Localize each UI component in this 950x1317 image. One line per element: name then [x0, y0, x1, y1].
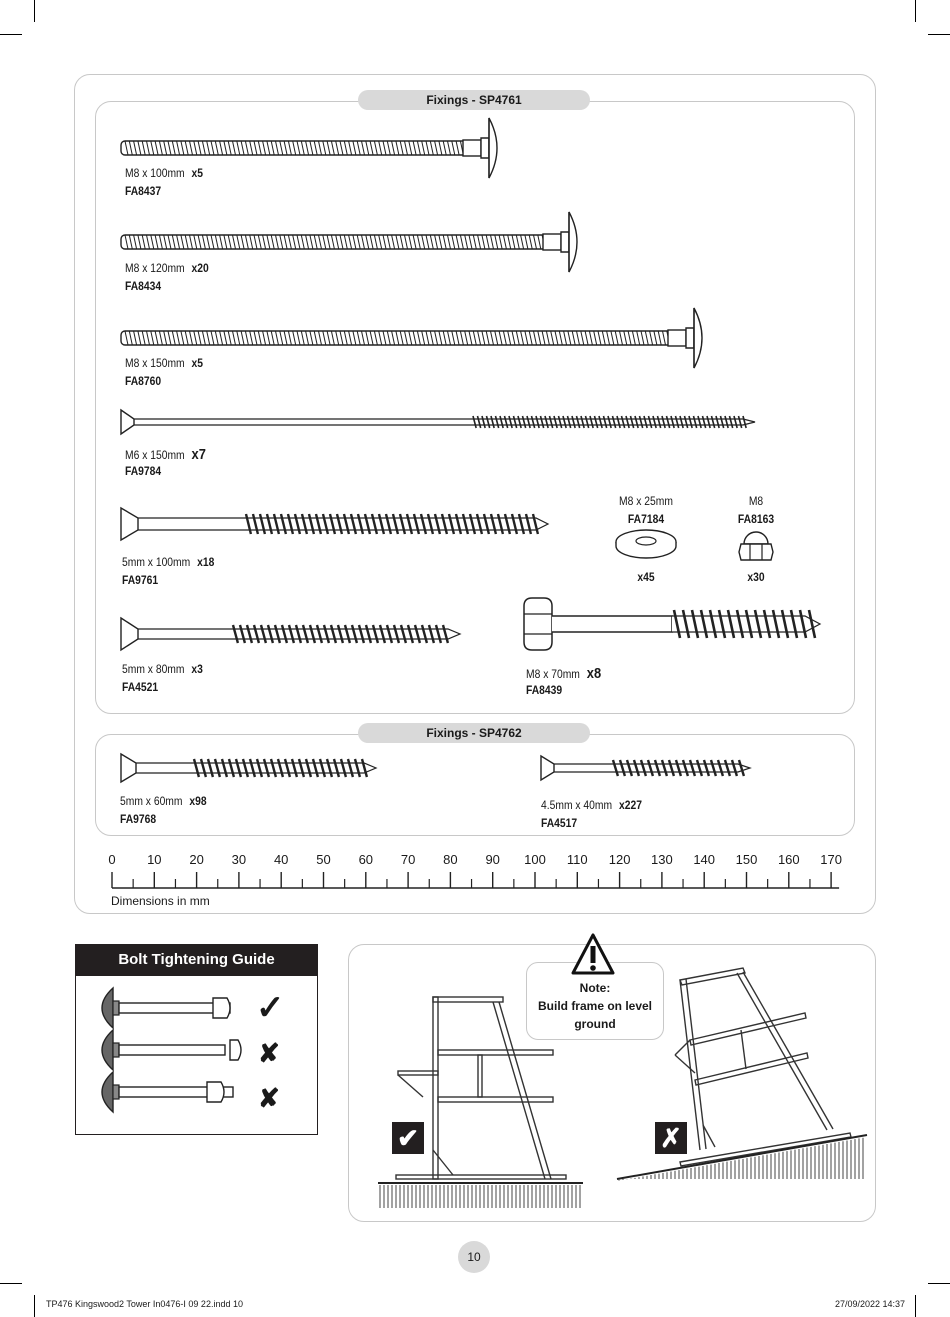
crop-mark [34, 0, 35, 22]
crop-mark [915, 0, 916, 22]
fixing-size-label: 5mm x 60mm x98 [120, 794, 207, 808]
note-title: Note: [579, 981, 611, 995]
fixing-code: FA9784 [125, 464, 162, 478]
correct-check-icon: ✔ [392, 1122, 424, 1154]
sp4761-title: Fixings - SP4761 [358, 90, 590, 110]
footer-timestamp: 27/09/2022 14:37 [835, 1299, 906, 1309]
fixing-code: FA8439 [526, 683, 563, 697]
fixing-code: FA8434 [125, 279, 162, 293]
ruler-tick-label: 150 [735, 852, 758, 867]
washer-qty: x45 [637, 570, 655, 584]
fixing-size-label: 5mm x 100mm x18 [122, 555, 215, 569]
bolt-guide-drawing [95, 988, 245, 1128]
note-line2: ground [574, 1017, 616, 1031]
ruler-tick-label: 70 [400, 852, 416, 867]
ruler-tick-label: 30 [231, 852, 247, 867]
note-line1: Build frame on level [537, 999, 653, 1013]
fixing-size-label: M8 x 100mm x5 [125, 166, 204, 180]
washer-drawing [612, 528, 680, 562]
dome-nut-drawing [738, 528, 774, 568]
screw-5x100-drawing [118, 500, 558, 550]
fixing-code: FA4521 [122, 680, 159, 694]
ruler-tick-label: 120 [608, 852, 631, 867]
wrong-cross-box-icon: ✗ [655, 1122, 687, 1154]
page-number: 10 [458, 1241, 490, 1273]
screw-5x80-drawing [118, 610, 468, 660]
ruler-tick-label: 160 [777, 852, 800, 867]
dome-nut-code: FA8163 [737, 512, 775, 526]
dome-nut-qty: x30 [747, 570, 765, 584]
ruler-caption: Dimensions in mm [111, 894, 210, 908]
screw-5x60-drawing [118, 748, 383, 790]
crop-mark [34, 1295, 35, 1317]
crop-mark [0, 34, 22, 35]
crop-mark [0, 1283, 22, 1284]
fixing-size-label: 5mm x 80mm x3 [122, 662, 203, 676]
washer-code: FA7184 [627, 512, 665, 526]
footer-filename: TP476 Kingswood2 Tower In0476-I 09 22.indd 10 [46, 1299, 243, 1309]
ruler-tick-label: 50 [316, 852, 331, 867]
ruler-tick-label: 130 [651, 852, 673, 867]
fixing-size-label: M8 x 120mm x20 [125, 261, 209, 275]
dome-nut-size: M8 [748, 494, 764, 508]
fixing-code: FA8760 [125, 374, 162, 388]
coach-bolt-m8x150-drawing [115, 302, 755, 372]
wrong-cross-icon: ✘ [258, 1038, 280, 1068]
fixing-code: FA8437 [125, 184, 162, 198]
ruler-tick-label: 10 [147, 852, 162, 867]
fixing-size-label: M8 x 150mm x5 [125, 356, 204, 370]
fixing-code: FA9761 [122, 573, 159, 587]
ruler-tick-label: 40 [273, 852, 289, 867]
wrong-cross-icon: ✘ [258, 1083, 280, 1113]
ruler-tick-label: 100 [524, 852, 546, 867]
crop-mark [915, 1295, 916, 1317]
fixing-size-label: 4.5mm x 40mm x227 [541, 798, 642, 812]
bolt-guide-title: Bolt Tightening Guide [75, 944, 318, 976]
ruler-tick-label: 60 [358, 852, 374, 867]
ruler-tick-label: 20 [189, 852, 204, 867]
fixing-code: FA4517 [541, 816, 578, 830]
ruler-tick-label: 110 [566, 852, 588, 867]
crop-mark [928, 34, 950, 35]
ruler-tick-label: 0 [108, 852, 116, 867]
screw-m6x150-drawing [118, 404, 768, 440]
crop-mark [928, 1283, 950, 1284]
ruler-tick-label: 170 [820, 852, 842, 867]
warning-icon [570, 932, 616, 978]
fixing-size-label: M6 x 150mm x7 [125, 446, 206, 463]
washer-size: M8 x 25mm [619, 494, 673, 508]
ruler-tick-label: 90 [485, 852, 500, 867]
fixing-size-label: M8 x 70mm x8 [526, 665, 602, 682]
sp4762-title: Fixings - SP4762 [358, 723, 590, 743]
level-frame-drawing [378, 995, 588, 1210]
hex-coach-screw-m8x70-drawing [520, 594, 830, 658]
screw-4-5x40-drawing [538, 752, 758, 788]
slope-frame-drawing [615, 965, 870, 1180]
ruler-scale [100, 868, 840, 892]
correct-tick-icon: ✓ [256, 989, 285, 1027]
ruler-tick-label: 140 [693, 852, 716, 867]
ruler-tick-label: 80 [443, 852, 458, 867]
fixing-code: FA9768 [120, 812, 157, 826]
